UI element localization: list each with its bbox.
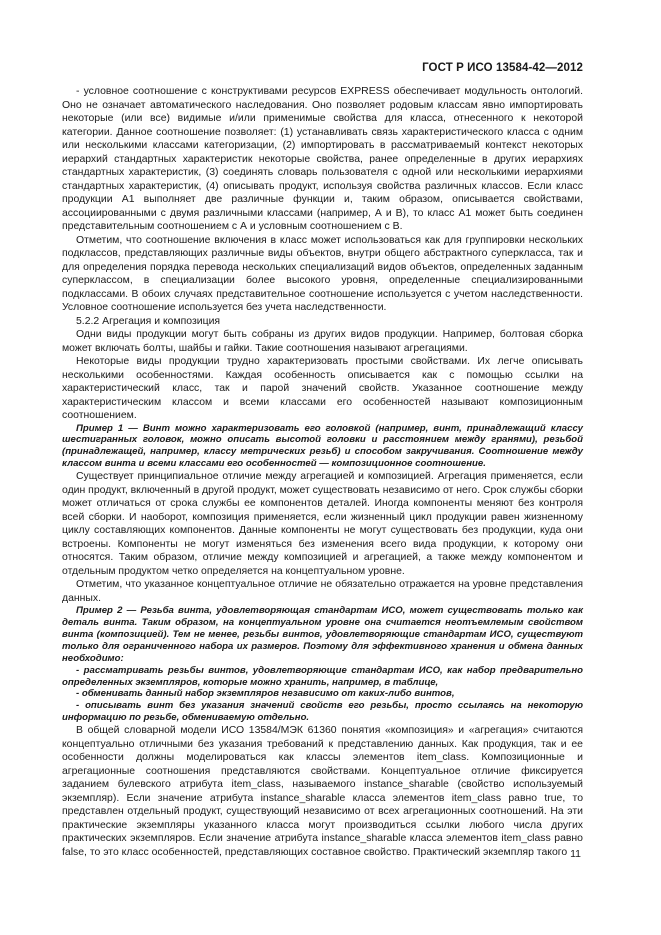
section-heading-5-2-2: 5.2.2 Агрегация и композиция (76, 315, 221, 327)
example-2-item: - описывать винт без указания значений свойств его резьбы, просто ссылаясь на некоторую информацию по резьбе, обмениваемую отдельно. (62, 700, 583, 724)
example-2: Пример 2 — Резьба винта, удовлетворяющая стандартам ИСО, может существовать только как деталь винта. Таким образом, на концептуальном уровне она считается неотъемлемым свойством винта (композицией). Тем не менее, резьбы винтов, удовлетворяющие стандартам ИСО, существуют только для ограниченного набора их размеров. Поэтому для эффективного хранения и обмена данных необходимо: (62, 605, 583, 664)
example-2-item: - обменивать данный набор экземпляров независимо от каких-либо винтов, (76, 688, 455, 700)
paragraph-dictionary-model: В общей словарной модели ИСО 13584/МЭК 61360 понятия «композиция» и «агрегация» считаются концептуально отличными без указания требований к представлению данных. Как продукция, так и ее особенности должны моделироваться как классы элементов item_class. Композиционные и агрегационные соотношения представляются свойствами. Концептуальное отличие фиксируется заданием булевского атрибута item_class, называемого instance_sharable (свойство используемый экземпляр). Если значение атрибута instance_sharable класса элементов item_class равно true, то представлен отдельный продукт, существующий независимо от всех агрегационных соотношений. На эти практические экземпляры указанного класса могут производиться ссылки любого числа других практических экземпляров. Если значение атрибута instance_sharable класса элементов item_class равно false, то это класс особенностей, представляющих составное свойство. Практический экземпляр такого (62, 725, 583, 858)
page-body (62, 85, 583, 859)
paragraph-difference: Существует принципиальное отличие между агрегацией и композицией. Агрегация применяется, если один продукт, включенный в другой продукт, может существовать независимо от него. Срок службы сборки может отличаться от срока службы ее компонентов деталей. Иногда компоненты меняют без контроля всей сборки. И наоборот, композиция применяется, если жизненный цикл продукции равен жизненному циклу составляющих компонентов. Данные компоненты не могут существовать без продукции, куда они встроены. Компоненты не могут изменяться без изменения всего вида продукции, к которому они относятся. Таким образом, отличие между композицией и агрегацией, а также между компонентом и отдельным продуктом четко определяется на концептуальном уровне. (62, 471, 583, 577)
page-number: 11 (570, 848, 581, 860)
paragraph-aggregation-intro: Одни виды продукции могут быть собраны из других видов продукции. Например, болтовая сборка может включать болты, шайбы и гайки. Такие соотношения называют агрегациями. (62, 329, 583, 354)
paragraph-composition-intro: Некоторые виды продукции трудно характеризовать простыми свойствами. Их легче описывать несколькими особенностями. Каждая особенность описывается как с помощью ссылки на характеристический класс, так и парой значений свойств. Указанное соотношение между характеристическим классом и всеми классами его особенностей называют композиционным соотношением. (62, 356, 583, 421)
example-2-item: - рассматривать резьбы винтов, удовлетворяющие стандартам ИСО, как набор предварительно определенных экземпляров, которые можно хранить, например, в таблице, (62, 664, 583, 688)
paragraph-note-representation: Отметим, что указанное концептуальное отличие не обязательно отражается на уровне представления данных. (62, 579, 583, 604)
document-header: ГОСТ Р ИСО 13584-42—2012 (422, 62, 583, 74)
example-1: Пример 1 — Винт можно характеризовать его головкой (например, винт, принадлежащий классу шестигранных головок, можно описать высотой головки и расстоянием между гранями), резьбой (принадлежащей, например, классу метрических резьб) и способом закручивания. Соотношение между классом винта и всеми классами его особенностей — композиционное соотношение. (62, 422, 583, 470)
paragraph-note-inclusion: Отметим, что соотношение включения в класс может использоваться как для группировки нескольких подклассов, представляющих различные виды объектов, внутри общего абстрактного суперкласса, так и для определения порядка перевода нескольких специализаций видов объектов, определенных заданным суперклассом, в специализации более высокого уровня, определенные специализированными подклассами. В обоих случаях представительное соотношение используется с учетом наследственности. Условное соотношение используется без учета наследственности. (62, 234, 583, 313)
paragraph-conditional-relation: - условное соотношение с конструктивами ресурсов EXPRESS обеспечивает модульность онтологий. Оно не означает автоматического наследования. Оно позволяет родовым классам явно импортировать некоторые (или все) видимые и/или применимые свойства для класса, отнесенного к некоторой категории. Данное соотношение позволяет: (1) устанавливать связь характеристического класса с одним или несколькими классами категоризации, (2) импортировать в рассматриваемый контекст некоторых иерархий стандартных характеристик некоторые свойства, ранее определенные в других иерархиях стандартных характеристик, (3) соединять словарь пользователя с одной или несколькими иерархиями стандартных характеристик, (4) описывать продукт, используя свойства различных классов. Если класс продукции А1 выполняет две различные функции и, таким образом, описывается свойствами, ассоциированными с двумя различными классами (например, А и В), то класс А1 может быть соединен представительным соотношением с А и условным соотношением с В. (62, 86, 583, 232)
